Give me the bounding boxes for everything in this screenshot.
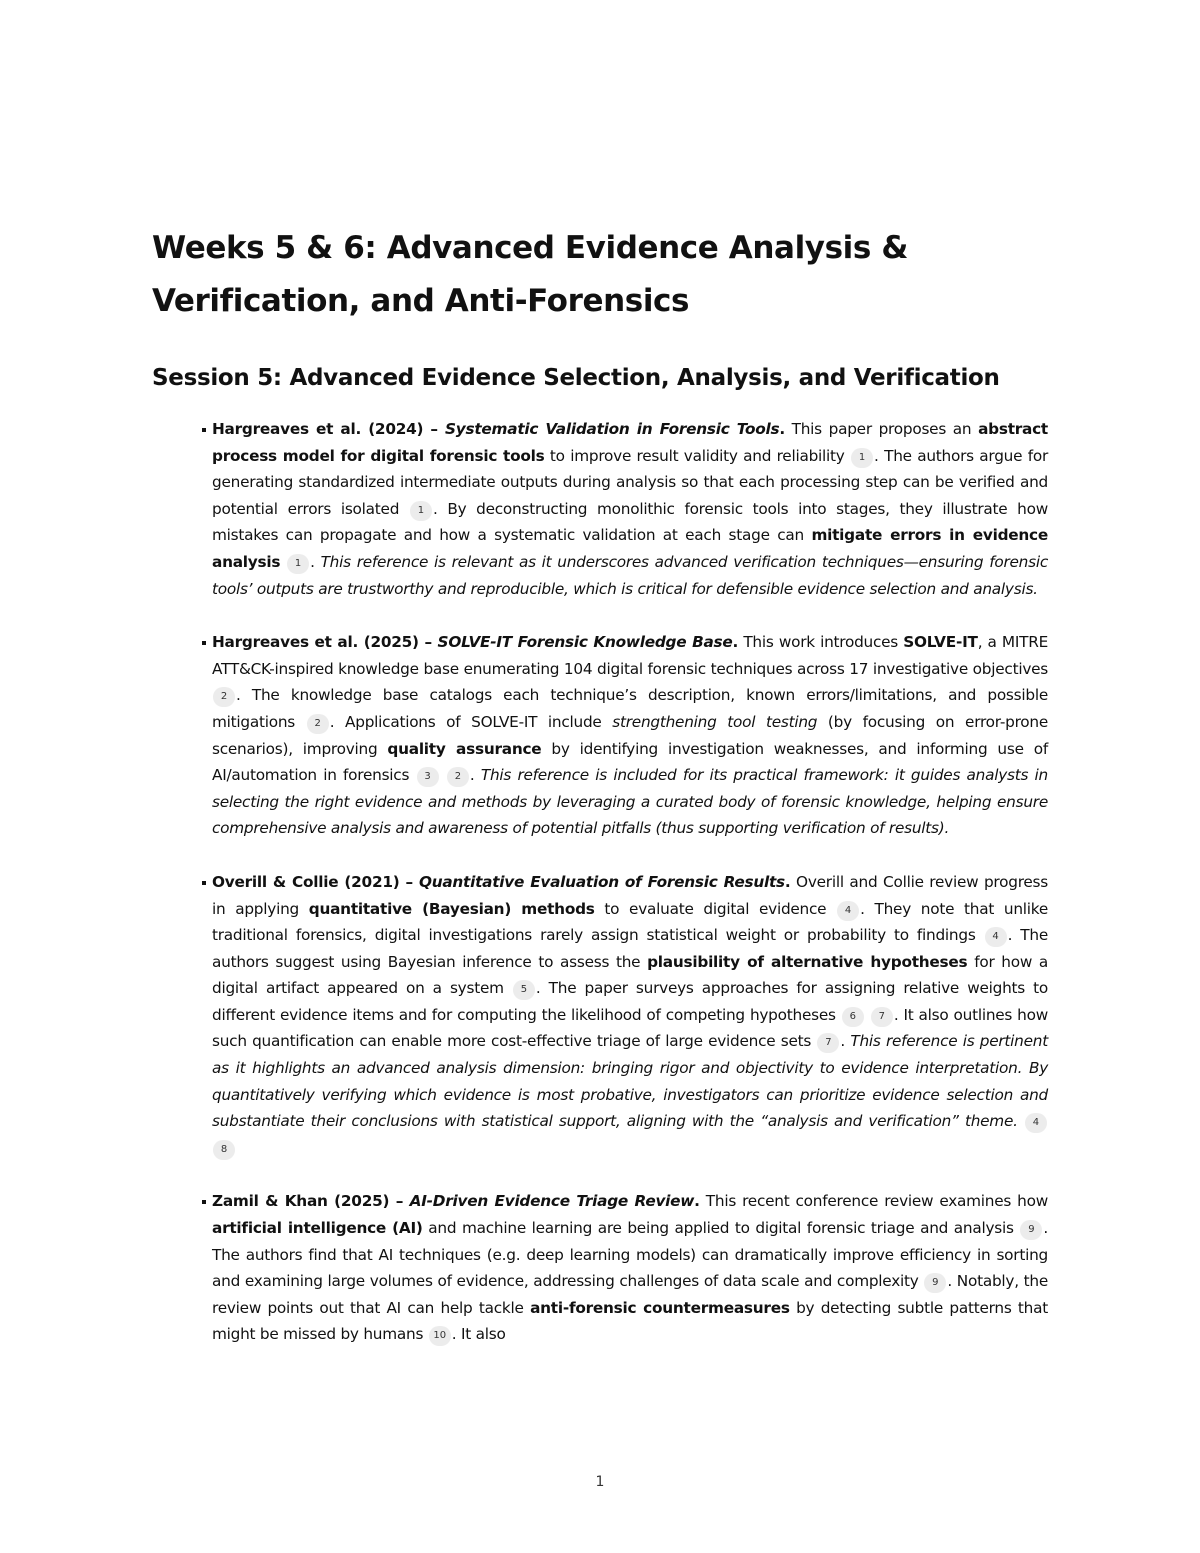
citation-badge[interactable]: 7	[871, 1007, 893, 1027]
reference-work-title	[438, 633, 733, 651]
reference-bold-text: quantitative (Bayesian) methods	[308, 899, 595, 918]
citation-badge[interactable]: 9	[1020, 1220, 1042, 1240]
citation-badge[interactable]: 9	[924, 1273, 946, 1293]
reference-item-hargreaves-2024	[152, 416, 1048, 602]
citation-badge[interactable]: 1	[851, 448, 873, 468]
reference-text: . It also outlines how such quantification can enable more cost-effective triage of large evidence sets	[212, 1005, 1049, 1051]
reference-text: This paper proposes an	[784, 420, 979, 438]
reference-italic-note: strengthening tool testing	[612, 712, 818, 731]
reference-text	[280, 553, 286, 571]
reference-text: . By deconstructing monolithic forensic tools into stages, they illustrate how mistakes can propagate and how a systematic validation at each stage can	[212, 499, 1048, 545]
reference-bold-text: .	[779, 420, 785, 438]
reference-work-title	[445, 420, 779, 438]
reference-text: to evaluate digital evidence	[594, 899, 837, 918]
reference-work-title-text: SOLVE-IT Forensic Knowledge Base	[437, 633, 733, 652]
reference-text: .	[469, 766, 481, 785]
reference-bold-text: Hargreaves et al. (2025) –	[212, 633, 438, 652]
citation-badge[interactable]: 4	[985, 927, 1007, 947]
reference-bold-text: abstract process model for digital forensic tools	[212, 420, 1048, 465]
citation-badge[interactable]: 10	[429, 1326, 451, 1346]
reference-bold-text: anti-forensic countermeasures	[530, 1298, 790, 1317]
citation-badge[interactable]: 2	[307, 714, 329, 734]
reference-text: This recent conference review examines how	[699, 1192, 1048, 1211]
reference-bold-text: .	[732, 633, 739, 652]
reference-text: . The authors find that AI techniques (e.g. deep learning models) can dramatically improve efficiency in sorting and examining large volumes of evidence, addressing challenges of data scale and complexity	[212, 1219, 1048, 1291]
citation-badge[interactable]: 1	[410, 501, 432, 521]
citation-badge[interactable]: 4	[1025, 1113, 1047, 1133]
citation-badge[interactable]: 5	[513, 980, 535, 1000]
reference-text: (by focusing on error-prone scenarios), improving	[212, 712, 1048, 758]
citation-badge[interactable]: 1	[287, 554, 309, 574]
reference-bold-text: .	[784, 872, 791, 891]
reference-bold-text: quality assurance	[387, 739, 542, 758]
citation-badge[interactable]: 4	[837, 901, 859, 921]
reference-bold-text: artificial intelligence (AI)	[212, 1219, 423, 1238]
reference-work-title-text: Quantitative Evaluation of Forensic Results	[418, 872, 785, 891]
reference-bold-text: Overill & Collie (2021) –	[212, 872, 419, 891]
reference-bold-text: SOLVE-IT	[903, 633, 978, 652]
reference-work-title-text: AI-Driven Evidence Triage Review	[409, 1192, 695, 1211]
reference-bold-text: Zamil & Khan (2025) –	[212, 1192, 410, 1211]
reference-text: . Applications of SOLVE-IT include	[329, 712, 613, 731]
reference-item-overill-collie-2021	[152, 869, 1048, 1162]
reference-bold-text: .	[694, 1192, 700, 1211]
reference-text: . The authors suggest using Bayesian inference to assess the	[212, 926, 1048, 971]
reference-work-title-text: Systematic Validation in Forensic Tools	[445, 420, 780, 438]
reference-work-title	[419, 873, 785, 891]
reference-text: Overill and Collie review progress in applying	[212, 872, 1048, 918]
reference-italic-note: This reference is included for its practical framework: it guides analysts in selecting the right evidence and methods by leveraging a curated body of forensic knowledge, helping ensure comprehensive analysis and awareness of potential pitfalls (thus supporting verification of results).	[212, 766, 1048, 838]
citation-badge[interactable]: 8	[213, 1140, 235, 1160]
document-page	[152, 222, 1048, 1348]
reference-text: This work introduces	[738, 633, 904, 652]
page-number: 1	[595, 1474, 605, 1490]
reference-text: to improve result validity and reliability	[544, 446, 851, 465]
reference-bold-text: plausibility of alternative hypotheses	[647, 952, 968, 971]
reference-italic-note: This reference is relevant as it underscores advanced verification techniques—ensuring forensic tools’ outputs are trustworthy and reproducible, which is critical for defensible evidence selection and analysis.	[212, 552, 1048, 598]
reference-text: . The authors argue for generating standardized intermediate outputs during analysis so that each processing step can be verified and potential errors isolated	[212, 446, 1048, 518]
reference-italic-note: This reference is pertinent as it highlights an advanced analysis dimension: bringing rigor and objectivity to evidence interpretation. By quantitatively verifying which evidence is most probative, investigators can prioritize evidence selection and substantiate their conclusions with statistical support, aligning with the “analysis and verification” theme.	[212, 1032, 1048, 1131]
reference-text: , a MITRE ATT&CK-inspired knowledge base enumerating 104 digital forensic techniques across 17 investigative objectives	[212, 633, 1048, 678]
citation-badge[interactable]: 3	[417, 767, 439, 787]
reference-bold-text: Hargreaves et al. (2024) –	[212, 420, 446, 438]
citation-badge[interactable]: 2	[447, 767, 469, 787]
reference-text: for how a digital artifact appeared on a system	[212, 952, 1048, 998]
reference-text: . Notably, the review points out that AI can help tackle	[212, 1272, 1048, 1317]
reference-bold-text: mitigate errors in evidence analysis	[212, 526, 1048, 571]
reference-text	[440, 766, 446, 784]
reference-list	[152, 416, 1048, 1348]
reference-item-zamil-khan-2025	[152, 1188, 1048, 1348]
reference-text: . The knowledge base catalogs each technique’s description, known errors/limitations, and possible mitigations	[212, 686, 1048, 731]
reference-text: by identifying investigation weaknesses, and informing use of AI/automation in forensics	[212, 739, 1048, 785]
citation-badge[interactable]: 2	[213, 687, 235, 707]
reference-text: .	[840, 1032, 851, 1051]
reference-text: . It also	[451, 1325, 506, 1344]
citation-badge[interactable]: 7	[817, 1033, 839, 1053]
reference-text: and machine learning are being applied to digital forensic triage and analysis	[422, 1219, 1020, 1238]
reference-text: . The paper surveys approaches for assigning relative weights to different evidence items and for computing the likelihood of competing hypotheses	[212, 979, 1048, 1024]
reference-text: . They note that unlike traditional forensics, digital investigations rarely assign statistical weight or probability to findings	[212, 899, 1048, 945]
reference-item-hargreaves-2025	[152, 629, 1048, 842]
reference-text	[1018, 1112, 1024, 1130]
section-heading: Session 5: Advanced Evidence Selection, Analysis, and Verification	[152, 365, 1000, 391]
reference-text	[865, 1006, 870, 1024]
reference-text: by detecting subtle patterns that might be missed by humans	[212, 1298, 1048, 1344]
document-title: Weeks 5 & 6: Advanced Evidence Analysis & Verification, and Anti-Forensics	[152, 230, 908, 319]
reference-work-title	[410, 1192, 695, 1210]
reference-text: .	[310, 552, 321, 571]
citation-badge[interactable]: 6	[842, 1007, 864, 1027]
